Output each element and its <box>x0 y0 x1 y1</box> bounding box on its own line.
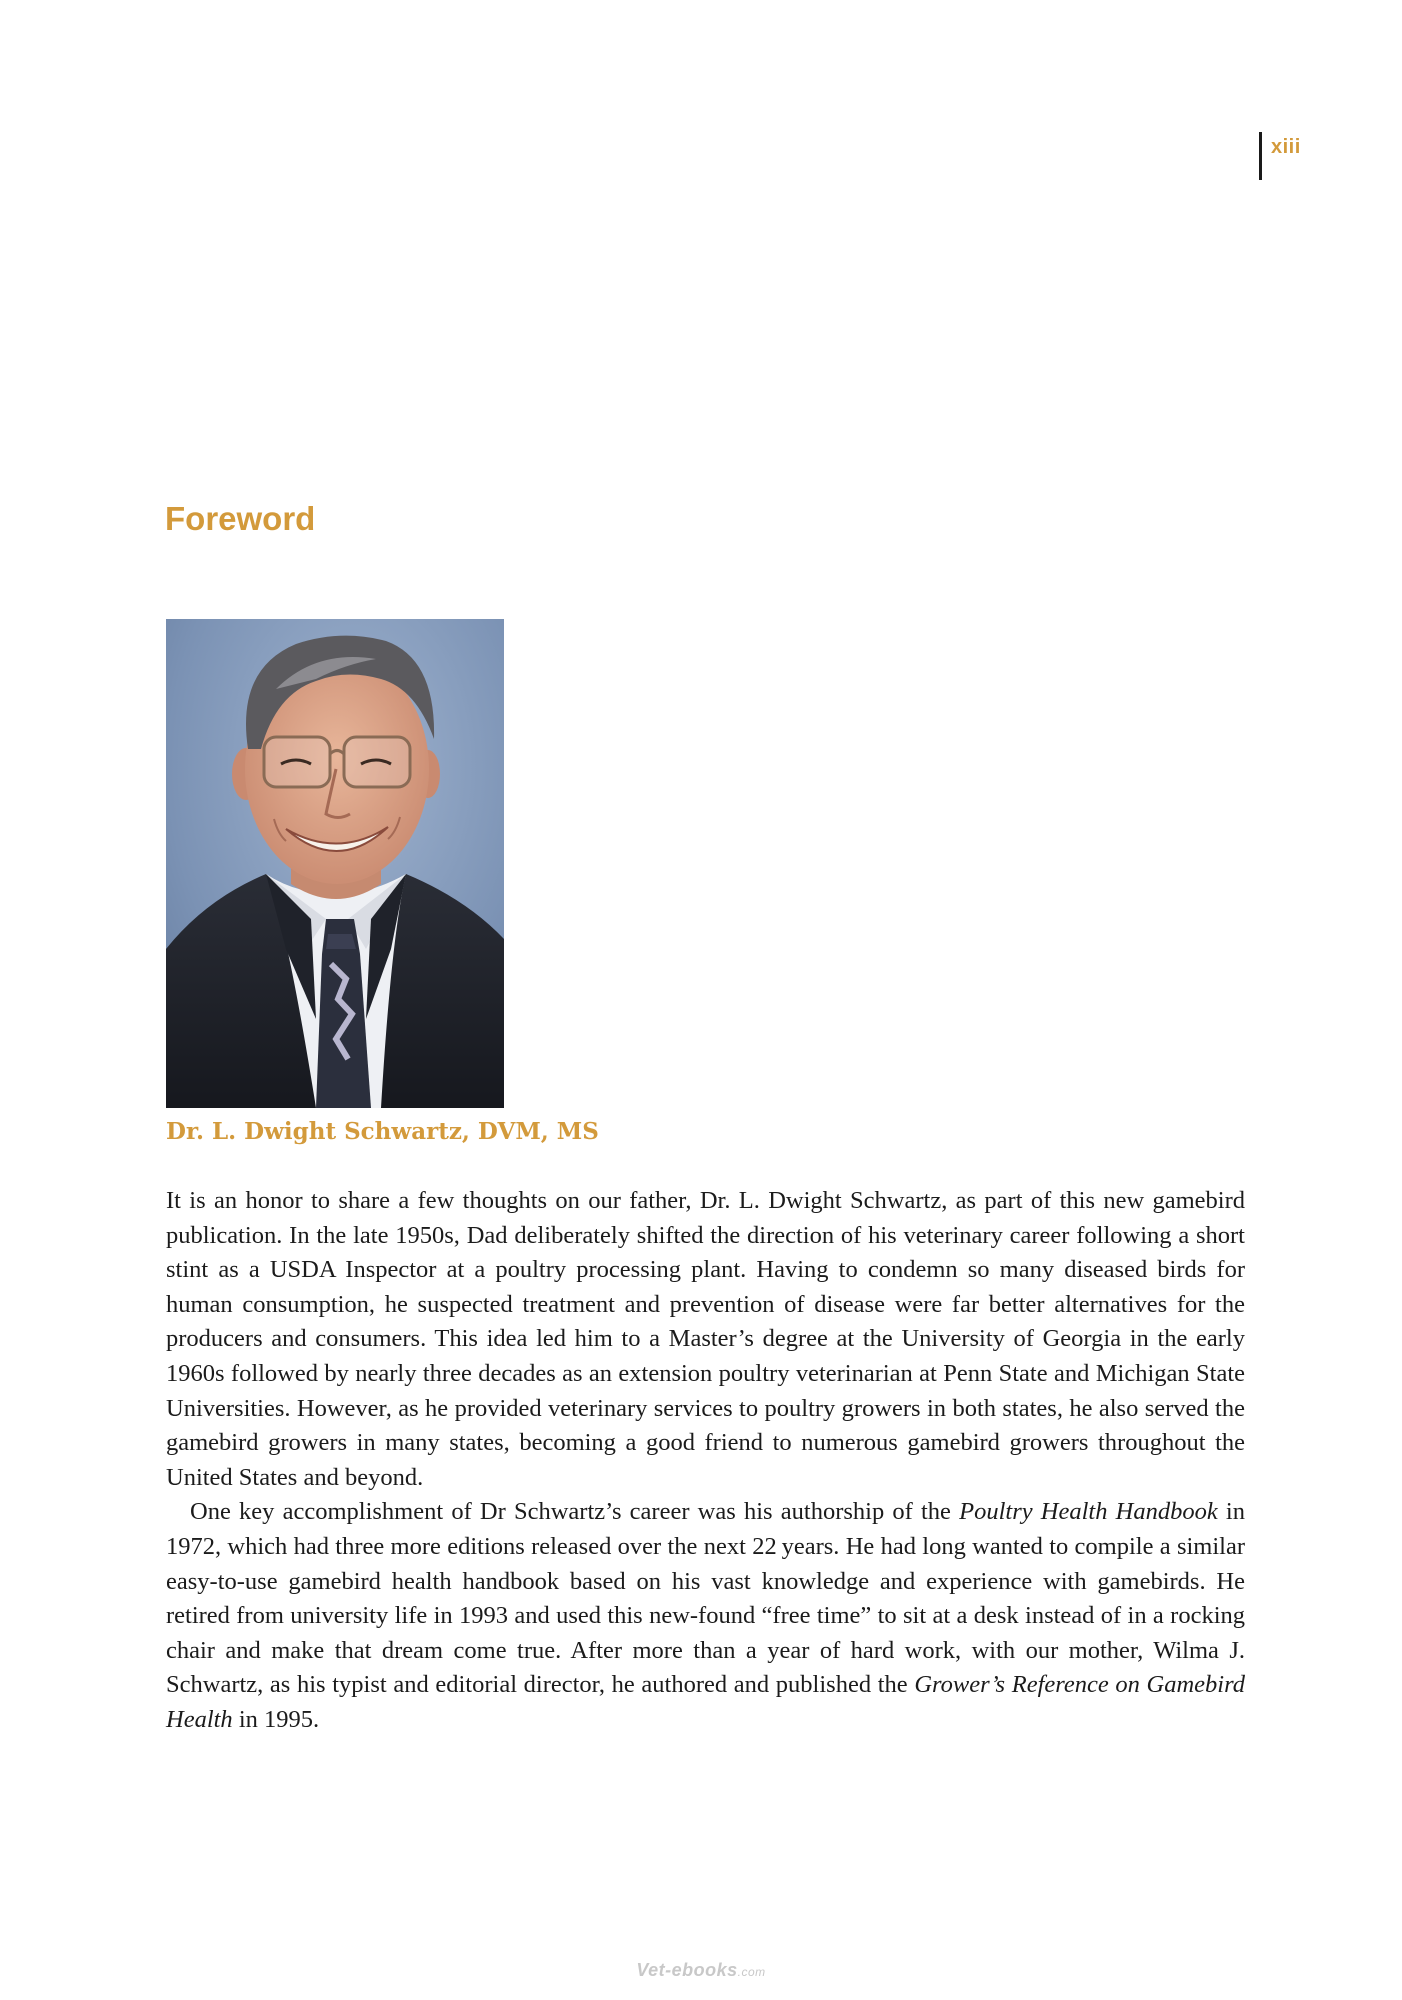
watermark-suffix: .com <box>737 1965 766 1979</box>
book-title-poultry-health-handbook: Poultry Health Handbook <box>959 1498 1218 1526</box>
watermark-text: Vet-ebooks <box>636 1960 738 1980</box>
paragraph-2-text-a: One key accomplishment of Dr Schwartz’s career was his authorship of the <box>190 1498 960 1526</box>
foreword-body <box>166 1184 1245 1738</box>
paragraph-2-text-b: in 1972, which had three more editions released over the next 22 years. He had long wanted to compile a similar easy-to-use gamebird health handbook based on his vast knowledge and experience with gamebirds. He retired from university life in 1993 and used this new-found “free time” to sit at a desk instead of in a rocking chair and make that dream come true. After more than a year of hard work, with our mother, Wilma J. Schwartz, as his typist and editorial director, he authored and published the <box>166 1498 1245 1699</box>
paragraph-1: It is an honor to share a few thoughts on our father, Dr. L. Dwight Schwartz, as part of this new gamebird publication. In the late 1950s, Dad deliberately shifted the direction of his veterinary career following a short stint as a USDA Inspector at a poultry processing plant. Having to condemn so many diseased birds for human consumption, he suspected treatment and prevention of disease were far better alternatives for the producers and consumers. This idea led him to a Master’s degree at the University of Georgia in the early 1960s followed by nearly three decades as an extension poultry veterinarian at Penn State and Michigan State Universities. However, as he provided veterinary services to poultry growers in both states, he also served the gamebird growers in many states, becoming a good friend to numerous gamebird growers throughout the United States and beyond. <box>166 1187 1245 1491</box>
watermark-logo <box>0 1960 1402 1981</box>
portrait-photo <box>166 619 504 1108</box>
portrait-caption: Dr. L. Dwight Schwartz, DVM, MS <box>166 1118 599 1145</box>
page-number-rule <box>1259 132 1262 180</box>
book-title-growers-reference: Grower’s Reference on Gamebird Health <box>166 1671 1245 1733</box>
paragraph-2-text-c: in 1995. <box>232 1705 320 1733</box>
page-number: xiii <box>1271 136 1301 158</box>
chapter-title: Foreword <box>165 500 316 537</box>
paragraph-2 <box>166 1495 1245 1737</box>
